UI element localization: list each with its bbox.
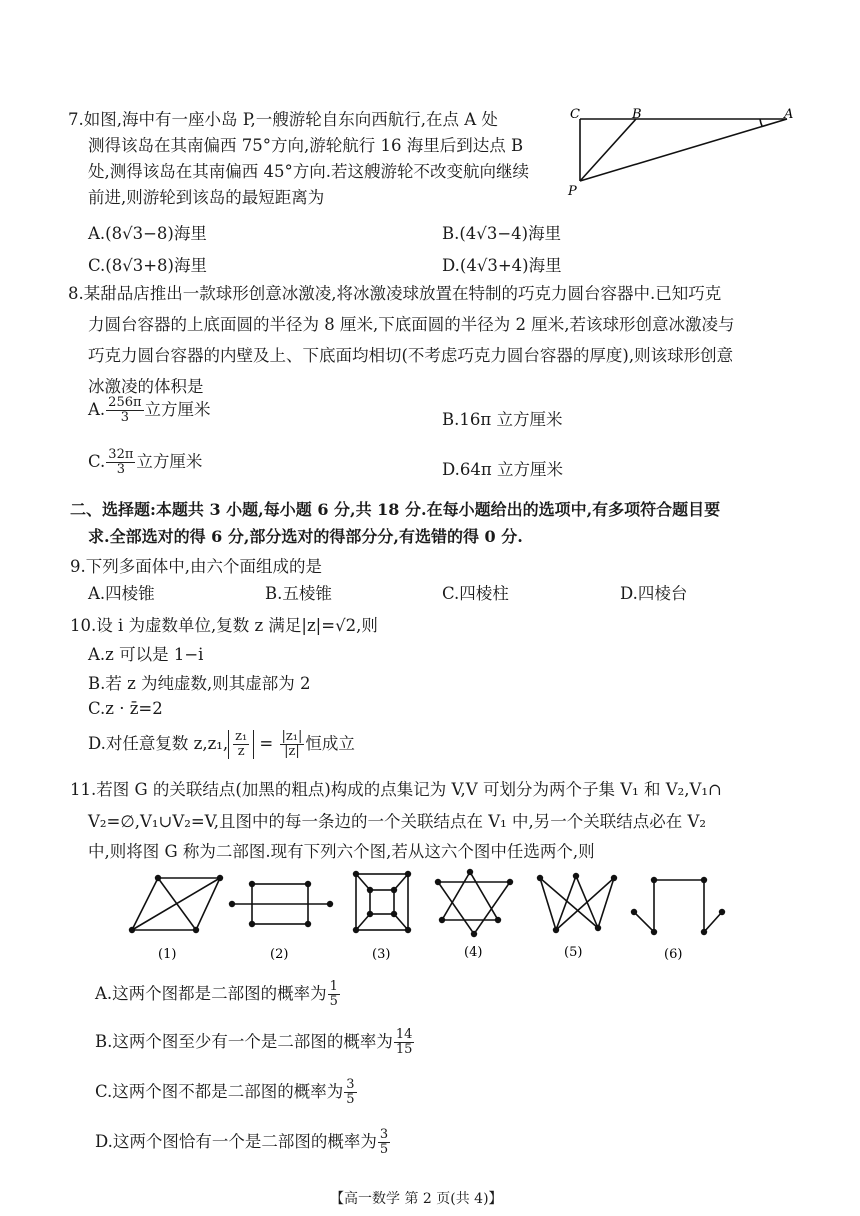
q8-option-c-unit: 立方厘米 [136, 452, 203, 471]
q11-option-c-num: 3 [346, 1077, 355, 1092]
graph-caption-2: (2) [270, 947, 289, 962]
q11-option-d-fraction [378, 1128, 390, 1157]
q11-option-a-num: 1 [329, 979, 338, 994]
q8-option-c-num: 32π [108, 447, 134, 462]
q10-stem: 10.设 i 为虚数单位,复数 z 满足|z|=√2,则 [70, 616, 378, 635]
q8-option-a-den: 3 [120, 410, 129, 425]
q11-option-b-num: 14 [395, 1027, 413, 1042]
q9-option-d: D.四棱台 [620, 584, 688, 603]
q11-option-b-den: 15 [395, 1042, 413, 1057]
graph-6 [631, 877, 725, 935]
q9-option-c: C.四棱柱 [442, 584, 509, 603]
q11-option-a-text: A.这两个图都是二部图的概率为 [95, 984, 327, 1003]
q8-line-2: 力圆台容器的上底面圆的半径为 8 厘米,下底面圆的半径为 2 厘米,若该球形创意冰激凌与 [88, 315, 735, 334]
graph-caption-4: (4) [464, 945, 483, 960]
q11-line-2: V₂=∅,V₁∪V₂=V,且图中的每一条边的一个关联结点在 V₁ 中,另一个关联结点必在 V₂ [88, 812, 707, 831]
section2-line-2: 求.全部选对的得 6 分,部分选对的得部分分,有选错的得 0 分. [88, 527, 523, 546]
q8-option-a [88, 396, 211, 425]
q8-line-4: 冰激凌的体积是 [88, 377, 204, 396]
q9-option-a: A.四棱锥 [88, 584, 155, 603]
graph-caption-5: (5) [564, 945, 583, 960]
q11-option-d-num: 3 [379, 1127, 389, 1142]
page-footer: 【高一数学 第 2 页(共 4)】 [330, 1191, 503, 1207]
graph-4 [435, 869, 513, 937]
q8-option-c-fraction [106, 448, 135, 477]
section2-line-1: 二、选择题:本题共 3 小题,每小题 6 分,共 18 分.在每小题给出的选项中,有多项符合题目要 [70, 500, 721, 519]
q11-option-c-den: 5 [346, 1092, 355, 1107]
q11-option-a-fraction [328, 980, 340, 1009]
q10-option-d-abs [228, 730, 254, 759]
q9-stem: 9.下列多面体中,由六个面组成的是 [70, 557, 322, 576]
q8-option-c-den: 3 [116, 462, 125, 477]
graph-5 [537, 873, 617, 933]
q7-line-pa [580, 119, 787, 181]
q11-option-b [95, 1028, 415, 1057]
q7-option-b: B.(4√3−4)海里 [442, 224, 562, 243]
q11-graphs-figure [120, 868, 740, 968]
graph-caption-3: (3) [372, 947, 391, 962]
q11-option-d-den: 5 [379, 1142, 389, 1157]
q8-option-b: B.16π 立方厘米 [442, 410, 563, 429]
q7-line-1: 7.如图,海中有一座小岛 P,一艘游轮自东向西航行,在点 A 处 [68, 110, 498, 129]
q11-option-b-fraction [394, 1028, 415, 1057]
q8-option-a-prefix: A. [88, 400, 106, 419]
q10-option-d-num2: |z₁| [281, 729, 303, 744]
q10-option-d-frac1 [233, 730, 249, 759]
q10-option-c: C.z · z̄=2 [88, 699, 163, 718]
q8-option-a-unit: 立方厘米 [144, 400, 211, 419]
q10-option-d-frac2 [280, 730, 305, 759]
graph-caption-6: (6) [664, 947, 683, 962]
q7-label-p: P [568, 184, 577, 199]
q11-line-3: 中,则将图 G 称为二部图.现有下列六个图,若从这六个图中任选两个,则 [88, 842, 595, 861]
q10-option-d-suffix: 恒成立 [305, 734, 355, 753]
q7-line-4: 前进,则游轮到该岛的最短距离为 [88, 188, 325, 207]
q8-option-a-fraction [106, 396, 143, 425]
graph-1 [129, 875, 223, 933]
q7-angle-mark [760, 119, 762, 126]
q8-option-c-prefix: C. [88, 452, 106, 471]
q7-label-a: A [784, 107, 794, 122]
q8-option-d: D.64π 立方厘米 [442, 460, 563, 479]
q10-option-d: D.对任意复数 z,z₁, $\frac{\text{z₁}}{z}$ = $\frac{\text{|z₁|}}{|z|}$ 恒成立 [88, 729, 355, 759]
q10-option-b: B.若 z 为纯虚数,则其虚部为 2 [88, 674, 311, 693]
q7-label-c: C [570, 107, 580, 122]
q11-option-c-fraction [344, 1078, 356, 1107]
q11-option-d [95, 1128, 391, 1157]
q11-option-c [95, 1078, 358, 1107]
q9-option-b: B.五棱锥 [265, 584, 332, 603]
graph-2 [229, 881, 333, 927]
q10-option-a: A.z 可以是 1−i [88, 645, 204, 664]
q8-option-c [88, 448, 202, 477]
q11-option-b-text: B.这两个图至少有一个是二部图的概率为 [95, 1032, 393, 1051]
q7-line-pb [580, 119, 636, 181]
q10-option-d-den2: |z| [284, 744, 300, 759]
q7-label-b: B [632, 107, 642, 122]
q8-option-a-num: 256π [108, 395, 142, 410]
q11-option-a-den: 5 [329, 994, 338, 1009]
q7-line-3: 处,测得该岛在其南偏西 45°方向.若这艘游轮不改变航向继续 [88, 162, 529, 181]
q10-option-d-prefix: D.对任意复数 z,z₁, [88, 734, 229, 753]
q7-option-d: D.(4√3+4)海里 [442, 256, 562, 275]
q7-figure [560, 105, 800, 200]
graph-3 [353, 871, 411, 933]
q10-option-d-num1: z₁ [235, 729, 248, 744]
q11-option-a [95, 980, 341, 1009]
q7-option-a: A.(8√3−8)海里 [88, 224, 207, 243]
q11-option-d-text: D.这两个图恰有一个是二部图的概率为 [95, 1132, 377, 1151]
graph-caption-1: (1) [158, 947, 177, 962]
q8-line-3: 巧克力圆台容器的内壁及上、下底面均相切(不考虑巧克力圆台容器的厚度),则该球形创意 [88, 346, 734, 365]
q7-line-2: 测得该岛在其南偏西 75°方向,游轮航行 16 海里后到达点 B [88, 136, 524, 155]
q7-option-c: C.(8√3+8)海里 [88, 256, 207, 275]
q8-line-1: 8.某甜品店推出一款球形创意冰激凌,将冰激凌球放置在特制的巧克力圆台容器中.已知巧克 [68, 284, 722, 303]
q10-option-d-den1: z [237, 744, 245, 759]
q11-line-1: 11.若图 G 的关联结点(加黑的粗点)构成的点集记为 V,V 可划分为两个子集 V₁ 和 V₂,V₁∩ [70, 780, 722, 799]
q11-option-c-text: C.这两个图不都是二部图的概率为 [95, 1082, 344, 1101]
